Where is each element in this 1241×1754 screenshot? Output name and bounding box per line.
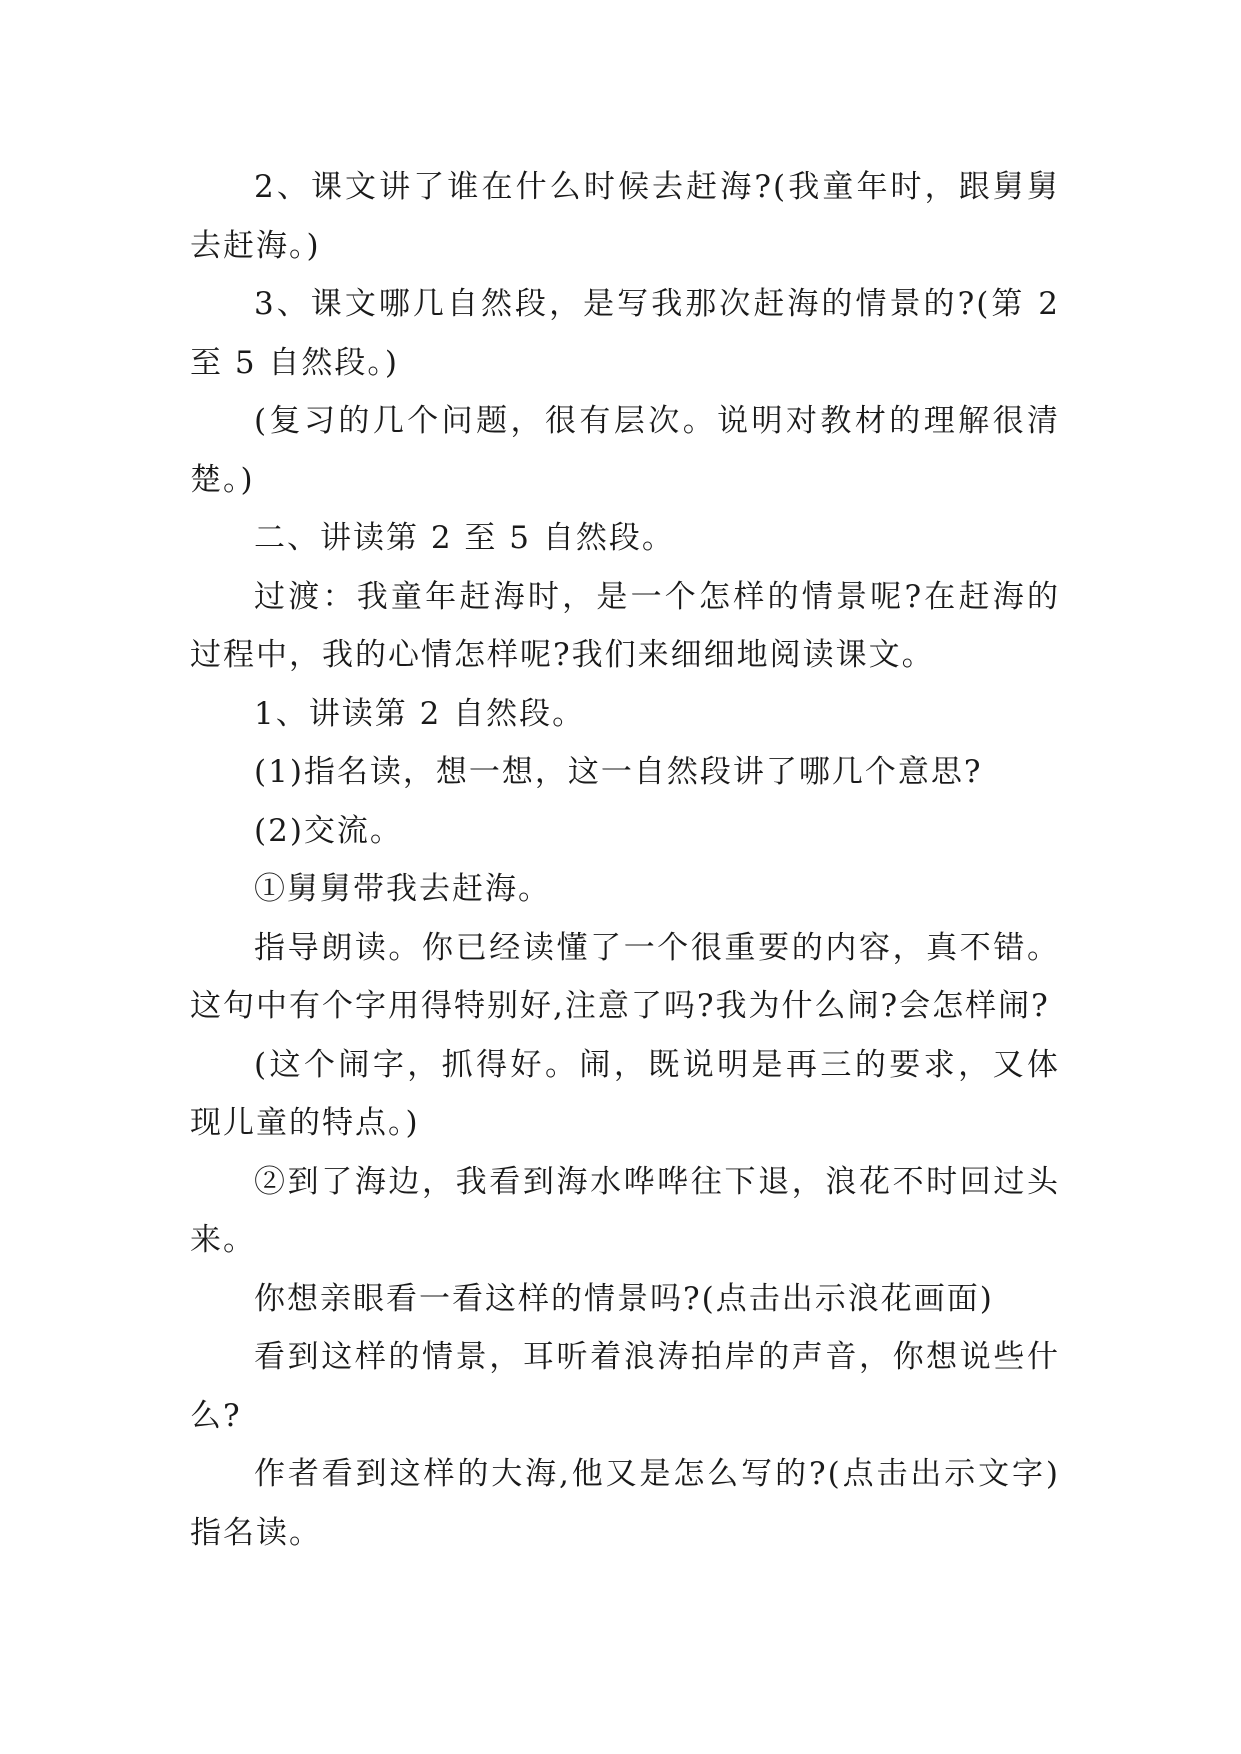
document-body [190,158,1060,1562]
paragraph-transition: 过渡：我童年赶海时，是一个怎样的情景呢?在赶海的过程中，我的心情怎样呢?我们来细细地阅读课文。 [190,578,1060,673]
paragraph-review-comment: (复习的几个问题，很有层次。说明对教材的理解很清楚。) [190,403,1060,498]
paragraph-reading-guide: 指导朗读。你已经读懂了一个很重要的内容，真不错。这句中有个字用得特别好,注意了吗?我为什么闹?会怎样闹? [190,929,1060,1024]
paragraph-author-writing: 作者看到这样的大海,他又是怎么写的?(点击出示文字)指名读。 [190,1456,1060,1551]
paragraph-show-waves: 你想亲眼看一看这样的情景吗?(点击出示浪花画面) [254,1280,994,1317]
paragraph-what-to-say: 看到这样的情景，耳听着浪涛拍岸的声音，你想说些什么? [190,1339,1060,1434]
paragraph-nao-comment: (这个闹字，抓得好。闹，既说明是再三的要求，又体现儿童的特点。) [190,1046,1060,1141]
paragraph-question-2: 2、课文讲了谁在什么时候去赶海?(我童年时，跟舅舅去赶海。) [190,169,1060,264]
paragraph-question-3: 3、课文哪几自然段，是写我那次赶海的情景的?(第 2 至 5 自然段。) [190,286,1060,381]
paragraph-point-1: ①舅舅带我去赶海。 [254,871,551,907]
paragraph-step-2: (2)交流。 [254,812,403,849]
paragraph-step-1: (1)指名读，想一想，这一自然段讲了哪几个意思? [254,754,983,790]
subheading-paragraph-2: 1、讲读第 2 自然段。 [254,695,586,732]
paragraph-point-2: ②到了海边，我看到海水哗哗往下退，浪花不时回过头来。 [190,1163,1060,1258]
section-heading-2: 二、讲读第 2 至 5 自然段。 [254,520,675,556]
